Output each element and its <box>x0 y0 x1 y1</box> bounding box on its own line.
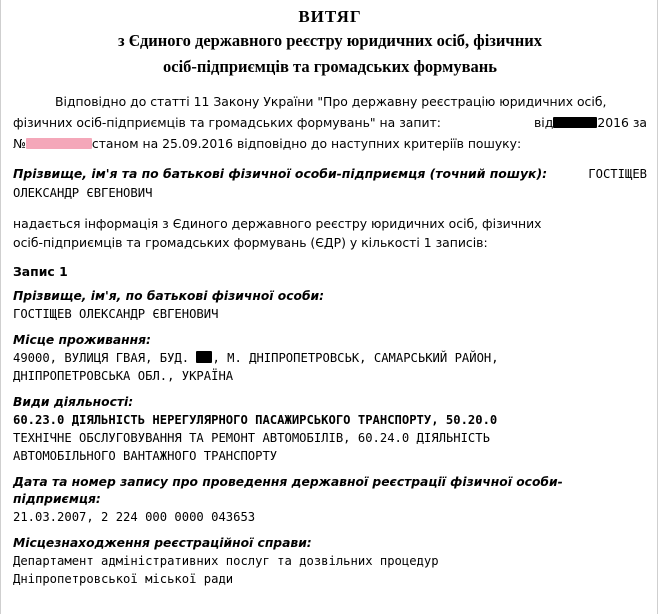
section-full-name <box>13 288 647 323</box>
redaction-bar-date <box>553 117 597 128</box>
section-value-line-2: ДНІПРОПЕТРОВСЬКА ОБЛ., УКРАЇНА <box>13 369 234 383</box>
search-criteria-value-givenname: ОЛЕКСАНДР ЄВГЕНОВИЧ <box>13 186 153 200</box>
section-registration-record <box>13 474 647 526</box>
provided-info-line-1: надається інформація з Єдиного державного реєстру юридичних осіб, фізичних <box>13 216 542 231</box>
provided-info-line-2: осіб-підприємців та громадських формувань (ЄДР) у кількості 1 записів: <box>13 235 488 250</box>
intro-line-2 <box>13 113 647 132</box>
redaction-bar-house-number <box>196 351 212 363</box>
section-label: Прізвище, ім'я, по батькові фізичної особи: <box>13 289 325 303</box>
record-header: Запис 1 <box>13 264 68 279</box>
intro-line-3-text: станом на 25.09.2016 відповідно до наступних критеріїв пошуку: <box>91 136 522 151</box>
intro-line-2-text: фізичних осіб-підприємців та громадських формувань" на запит: <box>13 115 441 130</box>
section-activities <box>13 394 647 465</box>
section-label: Місце проживання: <box>13 333 151 347</box>
document-title-block <box>13 6 647 80</box>
intro-from-label: від <box>534 115 554 130</box>
intro-number-sign: № <box>13 136 26 151</box>
search-criteria-label: Прізвище, ім'я та по батькові фізичної особи-підприємця (точний пошук): <box>13 166 548 181</box>
section-value-line-3: АВТОМОБІЛЬНОГО ВАНТАЖНОГО ТРАНСПОРТУ <box>13 449 278 463</box>
intro-za-label: за <box>632 115 647 130</box>
section-value: ГОСТІЩЕВ ОЛЕКСАНДР ЄВГЕНОВИЧ <box>13 307 219 321</box>
intro-year: 2016 <box>597 115 629 130</box>
section-value: 21.03.2007, 2 224 000 0000 043653 <box>13 510 256 524</box>
section-label: Дата та номер запису про проведення державної реєстрації фізичної особи-підприємця: <box>13 475 563 506</box>
intro-line-3 <box>13 134 647 153</box>
section-value-line-2: ТЕХНІЧНЕ ОБСЛУГОВУВАННЯ ТА РЕМОНТ АВТОМОБІЛІВ, 60.24.0 ДІЯЛЬНІСТЬ <box>13 431 490 445</box>
document-subtitle-line-1: з Єдиного державного реєстру юридичних осіб, фізичних <box>118 31 542 50</box>
redaction-bar-number <box>26 138 92 149</box>
section-value-line-2: Дніпропетровської міської ради <box>13 572 234 586</box>
section-label: Місцезнаходження реєстраційної справи: <box>13 536 312 550</box>
section-label: Види діяльності: <box>13 395 134 409</box>
search-criteria-value-surname: ГОСТІЩЕВ <box>588 167 647 181</box>
section-value-line-1: 60.23.0 ДІЯЛЬНІСТЬ НЕРЕГУЛЯРНОГО ПАСАЖИРСЬКОГО ТРАНСПОРТУ, 50.20.0 <box>13 413 498 427</box>
section-registration-file-location <box>13 535 647 588</box>
provided-info-paragraph <box>13 214 647 252</box>
section-value-line-1: Департамент адміністративних послуг та дозвільних процедур <box>13 554 439 568</box>
section-value-line-1: 49000, ВУЛИЦЯ ГВАЯ, БУД. , М. ДНІПРОПЕТРОВСЬК, САМАРСЬКИЙ РАЙОН, <box>13 351 499 365</box>
intro-paragraph <box>13 92 647 153</box>
search-criteria-row <box>13 165 647 183</box>
document-content <box>13 6 647 588</box>
page-title: ВИТЯГ <box>298 7 362 26</box>
intro-line-1: Відповідно до статті 11 Закону України "Про державну реєстрацію юридичних осіб, <box>55 94 607 109</box>
section-residence <box>13 332 647 385</box>
document-subtitle-line-2: осіб-підприємців та громадських формувань <box>163 57 497 76</box>
intro-request-date <box>534 113 647 132</box>
